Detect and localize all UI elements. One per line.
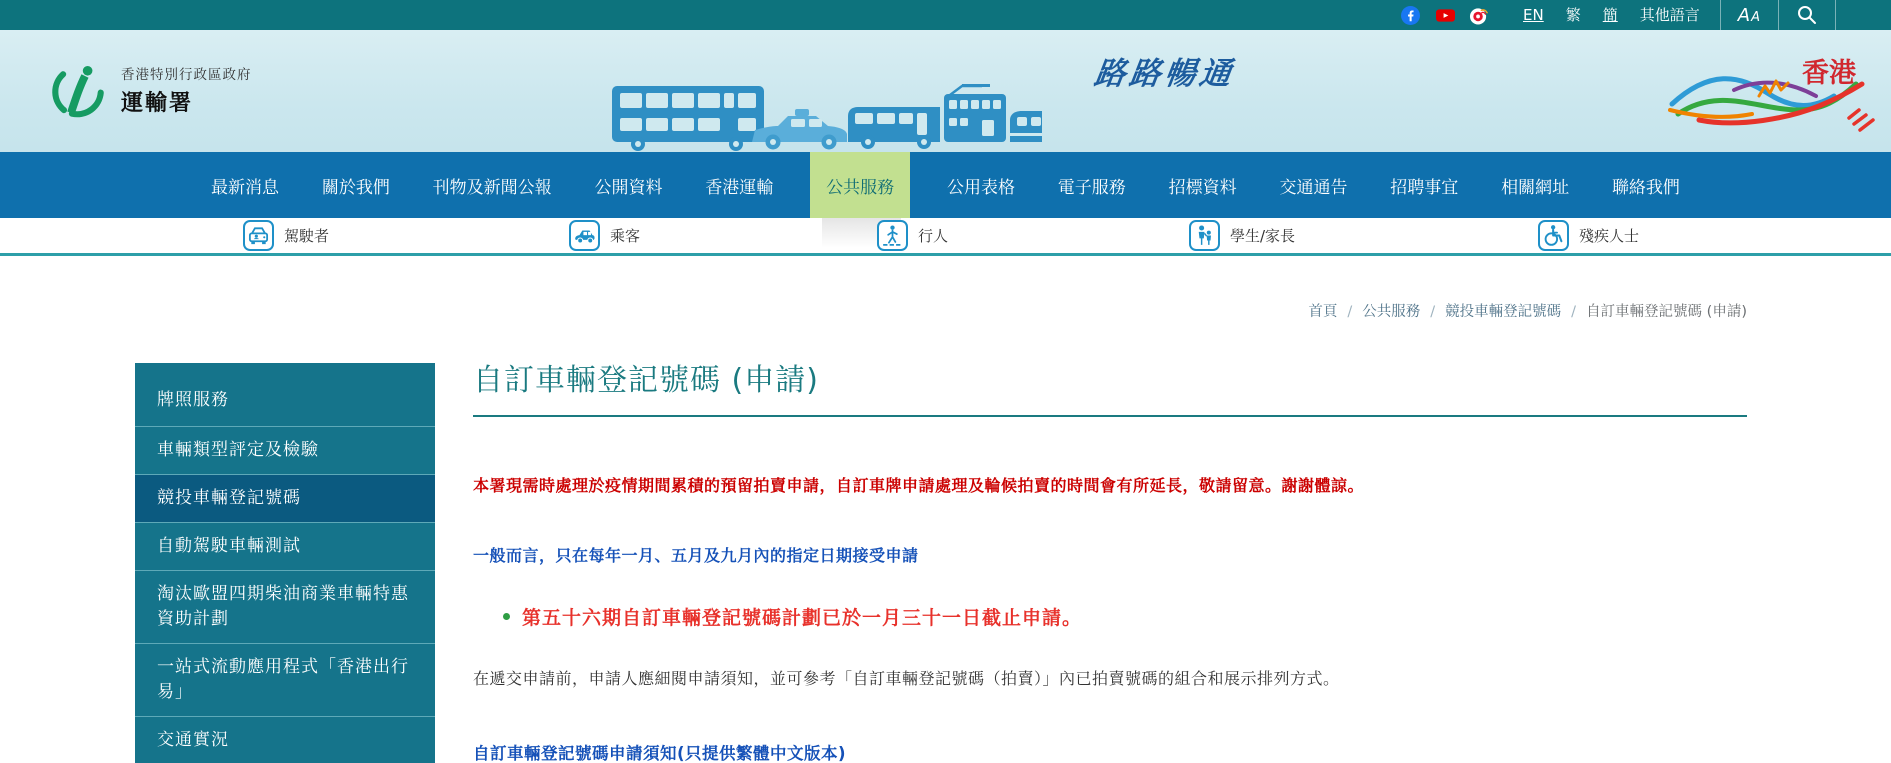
facebook-icon[interactable]: [1401, 6, 1420, 25]
nav-item-tender-notices[interactable]: 招標資料: [1168, 177, 1237, 198]
weibo-icon[interactable]: [1469, 6, 1488, 25]
top-utility-bar: [0, 0, 1891, 30]
usertype-label: 殘疾人士: [1579, 227, 1640, 245]
brand-hongkong-logo: [1664, 52, 1879, 148]
main-content: [473, 355, 1747, 763]
passenger-icon: [569, 220, 600, 251]
nav-item-e-services[interactable]: 電子服務: [1057, 177, 1126, 198]
nav-item-news[interactable]: 最新消息: [211, 177, 279, 198]
breadcrumb-separator: /: [1571, 304, 1577, 320]
gov-logo-text: [121, 63, 252, 117]
lang-en[interactable]: EN: [1523, 6, 1544, 24]
breadcrumb-public-services[interactable]: 公共服務: [1362, 304, 1421, 320]
covid-delay-notice: 本署現需時處理於疫情期間累積的預留拍賣申請，自訂車牌申請處理及輪候拍賣的時間會有所延長，敬請留意。謝謝體諒。: [473, 476, 1365, 495]
usertype-label: 駕駛者: [284, 227, 330, 245]
nav-item-related-links[interactable]: 相關網址: [1501, 177, 1570, 198]
td-logo-icon: [50, 62, 106, 118]
breadcrumb: [135, 300, 1747, 321]
nav-item-publications[interactable]: 刊物及新聞公報: [432, 177, 552, 198]
usertype-driver[interactable]: [243, 220, 329, 251]
nav-item-about-us[interactable]: 關於我們: [321, 177, 390, 198]
sidebar-menu: [135, 363, 435, 763]
driver-icon: [243, 220, 274, 251]
breadcrumb-bidding[interactable]: 競投車輛登記號碼: [1445, 304, 1562, 320]
sidebar-item-autonomous-vehicle-testing[interactable]: 自動駕駛車輛測試: [135, 522, 435, 570]
divider: [1778, 0, 1779, 30]
deadline-bullet: [473, 603, 1747, 630]
slogan-text: 路路暢通: [1091, 56, 1238, 92]
usertype-passenger[interactable]: [569, 220, 640, 251]
dept-name: 運輸署: [121, 91, 194, 116]
deadline-bullet-text: 第五十六期自訂車輛登記號碼計劃已於一月三十一日截止申請。: [522, 607, 1083, 629]
usertype-students-parents[interactable]: [1189, 220, 1295, 251]
disabled-icon: [1538, 220, 1569, 251]
usertype-label: 行人: [918, 227, 949, 245]
font-size-icon[interactable]: [1738, 5, 1761, 26]
social-links: [1401, 6, 1488, 25]
page-container: [135, 300, 1747, 763]
sidebar-item-hkemobility-app[interactable]: 一站式流動應用程式「香港出行易」: [135, 643, 435, 716]
application-guidance-paragraph: 在遞交申請前，申請人應細閱申請須知，並可參考「自訂車輛登記號碼（拍賣）」內已拍賣號碼的組合和展示排列方式。: [473, 669, 1340, 688]
main-navigation: [0, 152, 1891, 218]
usertype-label: 學生/家長: [1230, 227, 1296, 245]
usertype-pedestrian[interactable]: [877, 220, 948, 251]
font-size-small-a: A: [1751, 9, 1761, 25]
nav-item-public-info[interactable]: 公開資料: [594, 177, 663, 198]
vehicles-silhouette-graphic: [610, 80, 1042, 152]
sidebar-item-licensing-services[interactable]: 牌照服務: [157, 390, 229, 410]
nav-item-public-forms[interactable]: 公用表格: [946, 177, 1015, 198]
breadcrumb-home[interactable]: 首頁: [1308, 304, 1338, 320]
divider: [1720, 0, 1721, 30]
user-type-bar: [0, 218, 1891, 256]
gov-title: 香港特別行政區政府: [121, 67, 252, 83]
nav-item-public-services[interactable]: 公共服務: [810, 152, 910, 218]
students-parents-icon: [1189, 220, 1220, 251]
breadcrumb-current: 自訂車輛登記號碼 (申請): [1586, 304, 1747, 320]
lang-other[interactable]: 其他語言: [1639, 6, 1700, 24]
sidebar-item-traffic-status[interactable]: 交通實況: [135, 716, 435, 763]
breadcrumb-separator: /: [1347, 304, 1353, 320]
usertype-label: 乘客: [610, 227, 641, 245]
nav-item-traffic-notices[interactable]: 交通通告: [1279, 177, 1348, 198]
nav-item-recruitment[interactable]: 招聘事宜: [1390, 177, 1459, 198]
search-icon[interactable]: [1796, 4, 1818, 26]
bullet-dot-icon: [503, 613, 510, 620]
nav-item-hk-transport[interactable]: 香港運輸: [705, 177, 774, 198]
brand-hk-text: 香港: [1802, 58, 1856, 89]
sidebar-item-vehicle-type-approval[interactable]: 車輛類型評定及檢驗: [135, 426, 435, 474]
breadcrumb-separator: /: [1430, 304, 1436, 320]
font-size-big-a: A: [1737, 4, 1752, 26]
sidebar-item-bidding-registration-marks[interactable]: 競投車輛登記號碼: [135, 474, 435, 522]
nav-item-contact-us[interactable]: 聯絡我們: [1611, 177, 1680, 198]
application-period-notice: 一般而言，只在每年一月、五月及九月內的指定日期接受申請: [473, 546, 919, 565]
pedestrian-icon: [877, 220, 908, 251]
sidebar-item-euro4-diesel-scheme[interactable]: 淘汰歐盟四期柴油商業車輛特惠資助計劃: [135, 570, 435, 643]
layout-row: [135, 355, 1747, 763]
lang-traditional-chinese[interactable]: 繁: [1565, 6, 1581, 24]
usertype-disabled[interactable]: [1538, 220, 1639, 251]
header-banner: [0, 30, 1891, 152]
transport-department-logo[interactable]: [50, 62, 252, 118]
youtube-icon[interactable]: [1435, 6, 1454, 25]
lang-simplified-chinese[interactable]: 簡: [1602, 6, 1618, 24]
application-notes-link[interactable]: 自訂車輛登記號碼申請須知(只提供繁體中文版本): [473, 744, 847, 763]
page-title: 自訂車輛登記號碼 (申請): [473, 355, 1747, 417]
divider: [1835, 0, 1836, 30]
